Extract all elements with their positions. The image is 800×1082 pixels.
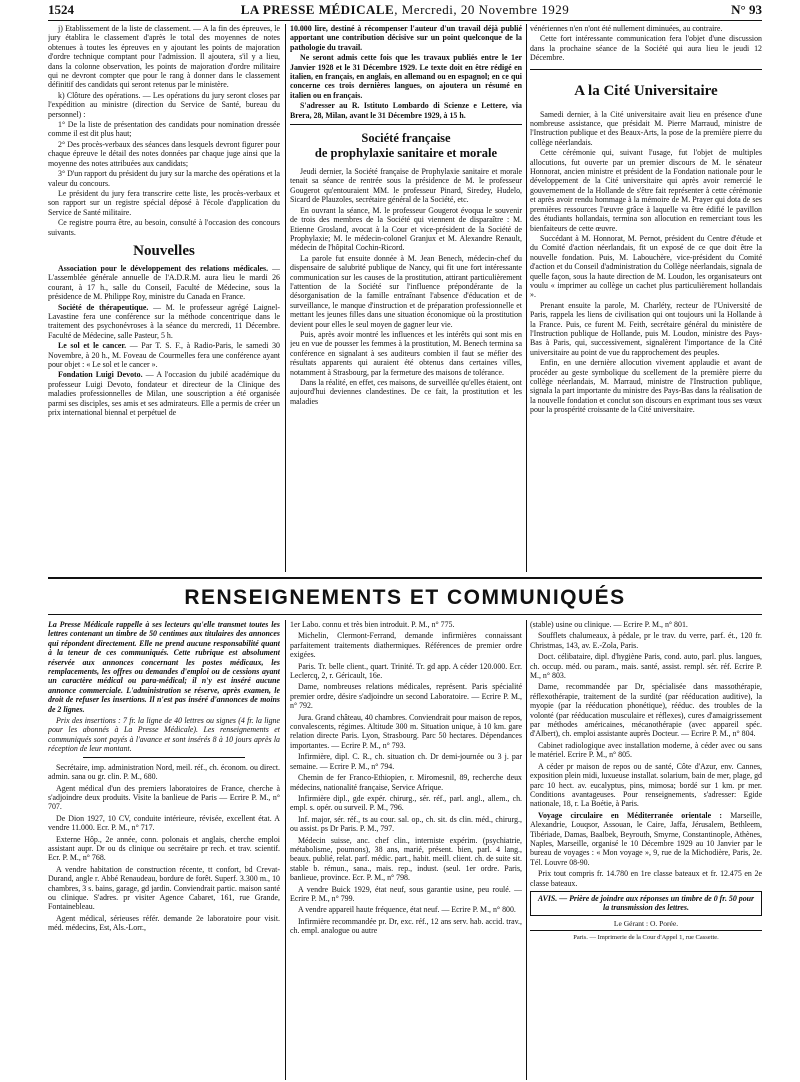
classified-ad: A vendre Buick 1929, état neuf, sous garantie usine, peu roulé. — Ecrire P. M., n° 799. [290, 884, 522, 903]
paragraph: Ce registre pourra être, au besoin, consulté à l'occasion des concours suivants. [48, 218, 280, 237]
column-divider [526, 24, 527, 572]
classified-ad: Externe Hôp., 2e année, conn. polonais et anglais, cherche emploi assistant aupr. Dr ou ds clinique ou secrétaire pr rech. et trav. scientif. Ecr. P. M., n° 768. [48, 834, 280, 863]
paragraph: j) Etablissement de la liste de classement. — A la fin des épreuves, le jury établira le classement d'après le total des moyennes de notes obtenues à toutes les épreuves en y ajoutant les points de majoration d'ordre technique comptant pour l'admission. Il ajoutera, s'il y a lieu, dans la colonne observation, les points de majoration d'ordre militaire qui ne devront compter que pour le rang à donner dans le classement définitif des candidats qui seront retenus par le ministère. [48, 24, 280, 90]
section-title-nouvelles: Nouvelles [133, 242, 195, 259]
section-title-renseignements: RENSEIGNEMENTS ET COMMUNIQUÉS [184, 586, 626, 609]
classified-ad: Infirmière recommandée pr. Dr, exc. réf., 12 ans serv. hab. accid. trav., ch. empl. analogue ou autre [290, 916, 522, 936]
news-text: — A l'occasion du jubilé académique du professeur Luigi Devoto, fondateur et directeur de la Clinique des maladies professionnelles de Milan, une souscription a été organisée parmi ses disciples, ses amis et ses admirateurs. Elle a permis de créer un prix international biennal et perpétuel de [48, 370, 280, 418]
title-line: de prophylaxie sanitaire et morale [314, 146, 498, 161]
imprint-line: Paris. — Imprimerie de la Cour d'Appel 1, rue Cassette. [573, 934, 719, 942]
paragraph: Succédant à M. Honnorat, M. Pernot, président du Centre d'étude et du Comité d'action néerlandais, fit un exposé de ce que doit être la nouvelle fondation. Puis, M. Labouchère, vice-président du Comité d'action et du Conseil d'administration du Collège néerlandais, signala de quelle façon, sous la haute direction de M. Loudon, les organisateurs ont voulu « imprimer au collège un cachet plus particulièrement hollandais ». [530, 233, 762, 300]
paragraph: Samedi dernier, à la Cité universitaire avait lieu en présence d'une nombreuse assistance, que présidait M. Pierre Marraud, ministre de l'Instruction publique et des Beaux-Arts, la pose de la première pierre du collège néerlandais. [530, 109, 762, 147]
classified-ad: Prix tout compris fr. 14.780 en 1re classe bateaux et fr. 12.475 en 2e classe bateaux. [530, 869, 762, 888]
classified-ad: Marseille, Alexandrie, Louqsor, Assouan, le Caire, Jaffa, Jérusalem, Bethleem, Tibériade, Damas, Baalbek, Beyrouth, Smyrne, Constantinople, Athènes, Naples, Marseille, organisé le 10 Décembre 1929 au 10 Janvier par le bureau de voyages : « Mon voyage », 9, rue de la Michodière, Paris, 2e. Tél. Louvre 08-90. [530, 810, 762, 867]
classified-ad: Paris. Tr. belle client., quart. Trinité. Tr. gd app. A céder 120.000. Ecr. Leclercq, 2, r. Géricault, 16e. [290, 661, 522, 681]
news-title: Fondation Luigi Devoto. [58, 370, 143, 380]
page-header [48, 0, 762, 21]
news-text: — Par T. S. F., à Radio-Paris, le samedi 30 Novembre, à 20 h., M. Foveau de Courmelles fera une conférence ayant pour objet : « Le sol et le cancer ». [48, 341, 280, 369]
classified-ad: Infirmière, dipl. C. R., ch. situation ch. Dr demi-journée ou 3 j. par semaine. — Ecrire P. M., n° 794. [290, 752, 522, 771]
classified-ad: A céder pr maison de repos ou de santé, Côte d'Azur, env. Cannes, exposition plein midi, luxueuse installat. solarium, bain de mer, plage, gd parc 10 hect. av. eucalyptus, pins, mimosa; bordé sur 1 km. pr mer. Conditions avantageuses. Pour renseignements, s'adresser: Egide nationale, 18, r. La Boétie, à Paris. [530, 761, 762, 809]
classified-ad: Doct. célibataire, dipl. d'hygiène Paris, cond. auto, parl. plus. langues, ch. occup. méd. ou param., mais. santé, assist. rempl. sér. réf. Ecrire P. M., n° 803. [530, 652, 762, 681]
paragraph: 2° Des procès-verbaux des séances dans lesquels devront figurer pour chaque épreuve le détail des notes données par chaque juge ainsi que la moyenne des notes attribuées aux candidats; [48, 139, 280, 168]
paragraph: k) Clôture des opérations. — Les opérations du jury seront closes par l'expédition au ministre (direction du Service de Santé, bureau du personnel) : [48, 90, 280, 119]
section-rule [48, 614, 762, 615]
column-1 [48, 24, 280, 572]
divider [290, 124, 522, 125]
section-title-cite: A la Cité Universitaire [574, 82, 718, 99]
classified-ad: Cabinet radiologique avec installation moderne, à céder avec ou sans le matériel. Ecrire P. M., n° 805. [530, 740, 762, 760]
section-title-prophylaxie [290, 131, 522, 161]
news-text: — L'assemblée générale annuelle de l'A.D.R.M. aura lieu le mardi 26 courant, à 17 h., salle du Conseil, Faculté de Médecine, sous la présidence de M. Philippe Roy, ministre du Canada en France. [48, 263, 280, 302]
journal-name: LA PRESSE MÉDICALE [240, 2, 395, 17]
classified-ad: Chemin de fer Franco-Ethiopien, r. Miromesnil, 89, recherche deux médecins, nationalité française, Service Afrique. [290, 773, 522, 792]
masthead [48, 2, 762, 18]
classified-ad: Infirmière dipl., gde expér. chirurg., sér. réf., parl. angl., allem., ch. empl. s. opér. ou surveil. P. M., 796. [290, 793, 522, 813]
classified-ad: De Dion 1927, 10 CV, conduite intérieure, révisée, excellent état. A vendre 11.000. Ecr. P. M., n° 717. [48, 813, 280, 833]
notice-intro: La Presse Médicale rappelle à ses lecteurs qu'elle transmet toutes les lettres contenant un timbre de 50 centimes aux titulaires des annonces qui répondent directement. Elle ne prend aucune responsabilité quant à la teneur de ces communiqués. Cette rubrique est absolument réservée aux annonces concernant les postes médicaux, les remplacements, les offres ou demandes d'emploi ou de cessions ayant un caractère médical ou para-médical; il n'y est inséré aucune annonce commerciale. L'administration se réserve, après examen, le droit de refuser les insertions. Il n'est pas inséré d'annonces de moins de 2 lignes. [48, 620, 280, 714]
page-number: 1524 [48, 2, 74, 17]
issue-date: , Mercredi, 20 Novembre 1929 [394, 2, 570, 17]
divider [530, 930, 762, 931]
paragraph: Cette fort intéressante communication fera l'objet d'une discussion dans la prochaine séance de la Société qui aura lieu le jeudi 12 Décembre. [530, 34, 762, 63]
news-title: Le sol et le cancer. [58, 341, 127, 351]
classified-ad: A vendre habitation de construction récente, tt confort, bd Crevat-Durand, angle r. Abbé Renaudeau, bordure de forêt. Superf. 3.300 m., 10 chambres, 3 s. bains, garage, gd jardin. Conviendrait partic. maison santé ou clinique. S'adres. pr visiter Agence Cabaret, 161, rue Grande, Fontainebleau. [48, 864, 280, 912]
divider [83, 757, 245, 758]
classified-ad: Inf. major, sér. réf., ts au cour. sal. op., ch. sit. ds clin. méd., chirurg., ou assist. ps Dr Paris. P. M., 797. [290, 814, 522, 834]
news-title: Société de thérapeutique. [58, 302, 149, 312]
paragraph: Enfin, en une dernière allocution vivement applaudie et avant de procéder au geste symbolique du scellement de la première pierre du collège néerlandais, M. Marraud, ministre de l'Instruction publique, signala la part importante du ministre des Pays-Bas dans la réalisation de la nouvelle fondation et conclut son discours en exprimant tous ses vœux pour la prospérité croissante de la Cité universitaire. [530, 358, 762, 415]
classified-ad: A vendre appareil haute fréquence, état neuf. — Ecrire P. M., n° 800. [298, 905, 516, 915]
paragraph: 3° D'un rapport du président du jury sur la marche des opérations et la valeur du concours. [48, 169, 280, 188]
paragraph: 10.000 lire, destiné à récompenser l'auteur d'un travail déjà publié apportant une contribution décisive sur un point quelconque de la pathologie du travail. [290, 24, 522, 52]
classified-ad: Agent médical d'un des premiers laboratoires de France, cherche à s'adjoindre deux produits. Visite la banlieue de Paris — Ecrire P. M., n° 707. [48, 783, 280, 812]
column-2 [290, 24, 522, 572]
column-3 [530, 24, 762, 572]
avis-notice: AVIS. — Prière de joindre aux réponses un timbre de 0 fr. 50 pour la transmission des lettres. [530, 891, 762, 916]
classified-ad: Jura. Grand château, 40 chambres. Conviendrait pour maison de repos, convalescents, régimes. Altitude 300 m. Situation unique, à 10 km. gare relation directe Paris. Lyon, Strasbourg. Parc 50 hectares. Dépendances importantes. — Ecrire P. M., n° 793. [290, 712, 522, 750]
classified-ad: (stable) usine ou clinique. — Ecrire P. M., n° 801. [530, 620, 688, 629]
column-divider [285, 620, 286, 1080]
classified-ad: Michelin, Clermont-Ferrand, demande infirmières connaissant parfaitement traitements diathermiques. Références de premier ordre exigées. [290, 631, 522, 660]
classified-ad: Secrétaire, imp. administration Nord, meil. réf., ch. économ. ou direct. admin. sana ou gr. clin. P. M., 680. [48, 762, 280, 782]
classified-ad: 1er Labo. connu et très bien introduit. P. M., n° 775. [290, 620, 455, 629]
title-line: Société française [361, 131, 451, 146]
paragraph: Dans la réalité, en effet, ces maisons, de surveillée qu'elles étaient, ont aujourd'hui deviennes clandestines. De ce fait, la prostitution et les maladies [290, 378, 522, 406]
paragraph: La parole fut ensuite donnée à M. Jean Benech, médecin-chef du dispensaire de salubrité publique de Nancy, qui fit une fort intéressante communication sur les causes de la prostitution, attirant particulièrement l'attention de la Société sur l'influence prépondérante de la désorganisation de la famille entraînant l'absence d'éducation et de surveillance, le manque d'instruction et de préparation professionnelle et mettant les jeunes filles dans une situation économique où la prostitution devient pour elles le seul moyen de gagner leur vie. [290, 253, 522, 329]
paragraph: Puis, après avoir montré les influences et les intérêts qui sont mis en jeu en vue de pousser les femmes à la prostitution, M. Benech termina sa conférence en signalant à ses auditeurs combien il faut se méfier des résultats apparents qui auraient été obtenus dans certaines villes, notamment à Strasbourg, par la fermeture des maisons de tolérance. [290, 329, 522, 377]
paragraph: Jeudi dernier, la Société française de Prophylaxie sanitaire et morale tenait sa séance de rentrée sous la présidence de M. le professeur Gougerot qu'entouraient MM. le professeur Pinard, Siredey, Hudelo, Sicard de Plauzoles, secrétaire général de la Société, etc. [290, 167, 522, 205]
classified-ad: Dame, recommandée par Dr, spécialisée dans massothérapie, réflexothérapie, traitement de la surdité (par rééducation auditive), la myopie (par la rééducation phonétique), rééduc. des troubles de la volonté (par rééducation musculaire et réflexes), cures d'amaigrissement par méthodes américaines, mécanothérapie (avec appareil spéc. d'Albert), ch. emploi assistante auprès Docteur. — Ecrire P. M., n° 804. [530, 682, 762, 739]
column-divider [526, 620, 527, 1080]
paragraph: Ne seront admis cette fois que les travaux publiés entre le 1er Janvier 1928 et le 31 Décembre 1929. Le texte doit en être rédigé en italien, en français, en anglais, en allemand ou en espagnol; en ce qui concerne ces trois dernières langues, on ajoutera un résumé en italien ou en français. [290, 53, 522, 100]
ads-column-2 [290, 620, 522, 1080]
news-title: Association pour le développement des relations médicales. [58, 263, 269, 273]
ads-column-3 [530, 620, 762, 1080]
paragraph: vénériennes n'en n'ont été nullement diminuées, au contraire. [530, 24, 723, 33]
paragraph: 1° De la liste de présentation des candidats pour nomination dressée comme il est dit plus haut; [48, 120, 280, 139]
ads-column-1 [48, 620, 280, 1080]
classified-ad: Médecin suisse, anc. chef clin., interniste expérim. (psychiatrie, métabolisme, poumons), 38 ans, marié, présent. bien, parl. 4 lang., beaux. publié, relat. parf. médic. part., habit. meill. client. ch. de suite sit. stable b. rémun., sana., mais. rep., indust. (seul. 1er ordre. Paris, banlieue, province. Ecr. P. M., n° 798. [290, 835, 522, 883]
issue-number: N° 93 [731, 2, 762, 17]
ad-title: Voyage circulaire en Méditerranée orientale : [538, 810, 722, 820]
paragraph: Cette cérémonie qui, suivant l'usage, fut l'objet de multiples allocutions, fut ouverte par un premier discours de M. le sénateur Honnorat, ancien ministre et président de la Fondation nationale pour le développement de la Cité universitaire qui après avoir remercié le gouvernement de la Hollande de s'être fait représenter à cette cérémonie et après avoir rendu hommage à la mémoire de M. Prayer qui dota de ses premières ressources l'œuvre grâce à laquelle va être édifié le pavillon des étudiants hollandais, termina son allocution en remerciant tous les bienfaiteurs de cette œuvre. [530, 148, 762, 233]
classified-ad: Dame, nombreuses relations médicales, représent. Paris spécialité premier ordre, désire s'adjoindre un second Laboratoire. — Ecrire P. M., n° 792. [290, 682, 522, 711]
news-text: — M. le professeur agrégé Laignel-Lavastine fera une conférence sur la méthode concentrique dans le traitement des psychonévroses à la séance du mercredi, 11 Décembre. Faculté de Médecine, salle Pasteur, 5 h. [48, 302, 280, 340]
paragraph: Le président du jury fera transcrire cette liste, les procès-verbaux et son rapport sur un registre spécial déposé à l'école d'application du Service de Santé militaire. [48, 188, 280, 217]
classified-ad: Agent médical, sérieuses référ. demande 2e laboratoire pour visit. méd. médecins, Est, Als.-Lorr., [48, 913, 280, 933]
paragraph: En ouvrant la séance, M. le professeur Gougerot évoqua le souvenir de trois des membres de la Société qui viennent de disparaître : M. Etienne Grosland, avocat à la Cour et vice-président de la Société de Prophylaxie; M. le médecin-colonel Granjux et M. Alexandre Renault, médecin de l'hôpital Cochin-Ricord. [290, 205, 522, 253]
gerant-line: Le Gérant : O. Porée. [613, 918, 679, 928]
notice-prices: Prix des insertions : 7 fr. la ligne de 40 lettres ou signes (4 fr. la ligne pour les abonnés à La Presse Médicale). Les renseignements et communiqués sont payés à l'avance et sont insérés 8 à 10 jours après la réception de leur montant. [48, 716, 280, 754]
divider [530, 69, 762, 70]
paragraph: S'adresser au R. Istituto Lombardo di Scienze e Lettere, via Brera, 28, Milan, avant le 31 Décembre 1929, à 15 h. [290, 101, 522, 120]
classified-ad: Soufflets chalumeaux, à pédale, pr le trav. du verre, parf. ét., 120 fr. Christmas, 143, av. E.-Zola, Paris. [530, 631, 762, 650]
paragraph: Prenant ensuite la parole, M. Charléty, recteur de l'Université de Paris, rappela les liens de civilisation qui ont toujours uni la Hollande à la France. Puis, ce furent M. Feith, secrétaire général du ministère de l'Instruction publique de Hollande, puis M. Loudon, ministre des Pays-Bas à Paris, qui, successivement, signalèrent l'importance de la Cité universitaire au point de vue du rapprochement des peuples. [530, 300, 762, 357]
section-rule [48, 577, 762, 579]
column-divider [285, 24, 286, 572]
